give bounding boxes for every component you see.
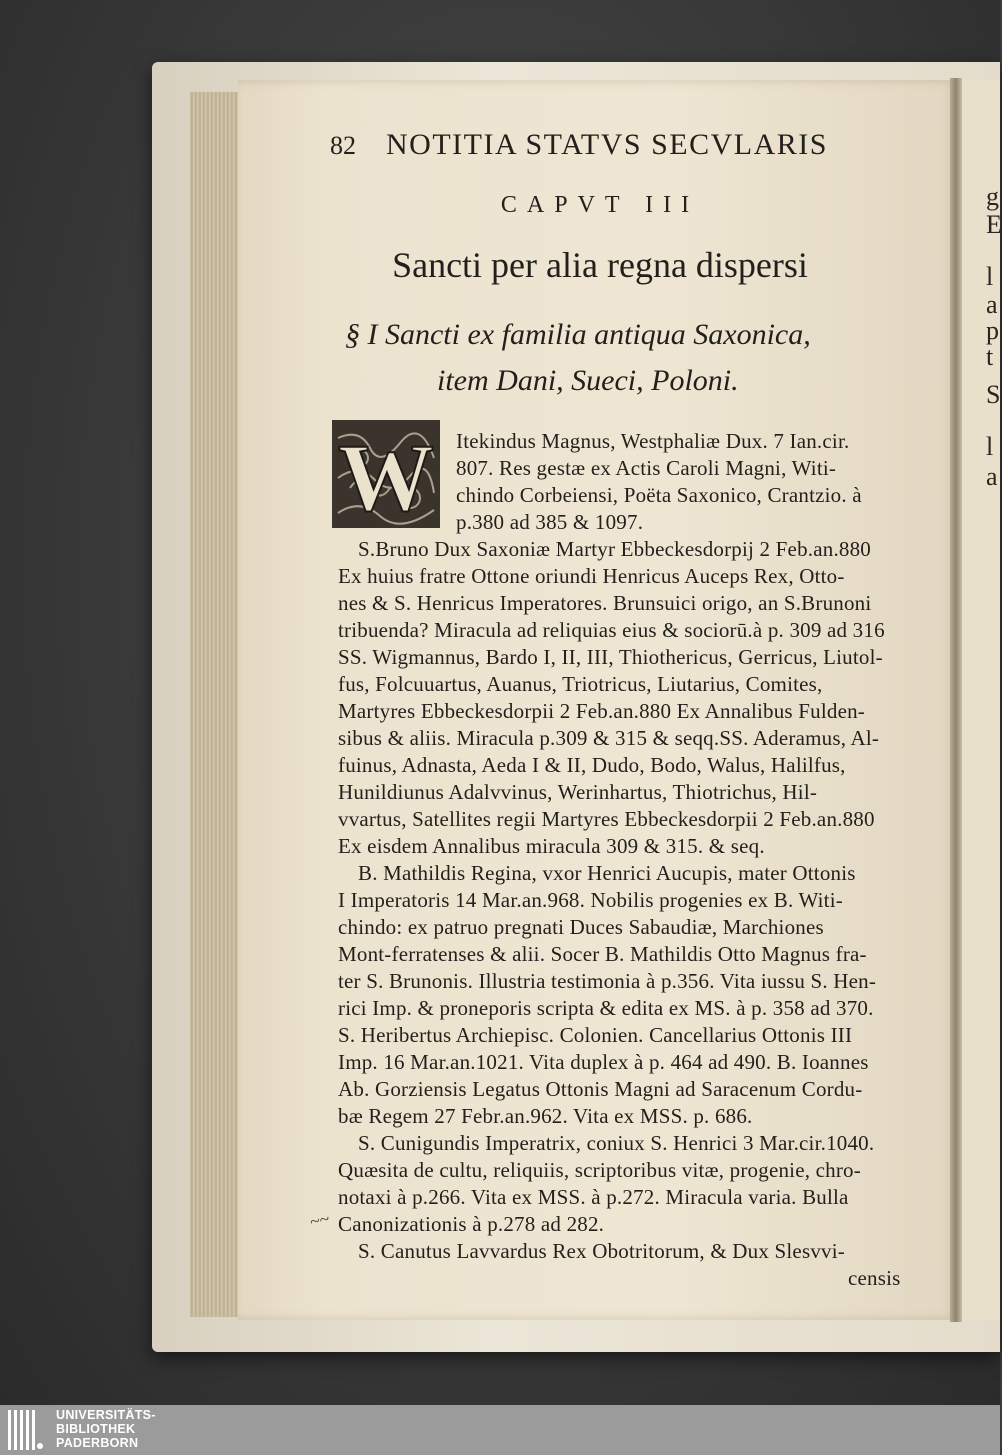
facing-page-letter: a [986,290,998,319]
text-line: S.Bruno Dux Saxoniæ Martyr Ebbeckesdorpij 2 Feb.an.880 [358,537,871,561]
text-line: bæ Regem 27 Febr.an.962. Vita ex MSS. p. 686. [338,1104,753,1128]
text-line: Martyres Ebbeckesdorpii 2 Feb.an.880 Ex Annalibus Fulden- [338,699,865,723]
facing-page-letter: a [986,462,998,491]
text-line: Ex eisdem Annalibus miracula 309 & 315. & seq. [338,834,765,858]
text-line: Hunildiunus Adalvvinus, Werinhartus, Thiotrichus, Hil- [338,780,818,804]
facing-page-letter: E [986,210,1002,239]
text-line: Ex huius fratre Ottone oriundi Henricus Auceps Rex, Otto- [338,564,845,588]
text-line: Imp. 16 Mar.an.1021. Vita duplex à p. 464 ad 490. B. Ioannes [338,1050,869,1074]
running-title: NOTITIA STATVS SECVLARIS [386,128,828,161]
facing-page-letter: g [986,182,999,211]
section-title-line2: item Dani, Sueci, Poloni. [437,364,739,397]
text-line: Itekindus Magnus, Westphaliæ Dux. 7 Ian.cir. [456,429,850,453]
margin-note: ~~ [308,1208,332,1232]
text-line: chindo Corbeiensi, Poëta Saxonico, Crantzio. à [456,483,862,507]
library-name-line1: UNIVERSITÄTS- [56,1408,156,1422]
text-line: S. Heribertus Archiepisc. Colonien. Cancellarius Ottonis III [338,1023,853,1047]
text-line: 807. Res gestæ ex Actis Caroli Magni, Witi- [456,456,837,480]
svg-text:W: W [338,424,434,531]
library-logo-icon [6,1406,46,1454]
facing-page-letter: l [986,262,994,291]
page-number: 82 [330,131,356,160]
text-line: fuinus, Adnasta, Aeda I & II, Dudo, Bodo, Walus, Halilfus, [338,753,846,777]
facing-page-letter: t [986,342,994,371]
page-header [330,128,870,162]
text-line: I Imperatoris 14 Mar.an.968. Nobilis progenies ex B. Witi- [338,888,843,912]
text-line: tribuenda? Miracula ad reliquias eius & sociorū.à p. 309 ad 316 [338,618,885,642]
text-line: fus, Folcuuartus, Auanus, Triotricus, Liutarius, Comites, [338,672,823,696]
text-line: vvartus, Satellites regii Martyres Ebbeckesdorpii 2 Feb.an.880 [338,807,875,831]
text-line: p.380 ad 385 & 1097. [456,510,644,534]
chapter-heading: CAPVT III [500,192,700,218]
decorated-initial [330,418,442,530]
text-line: B. Mathildis Regina, vxor Henrici Aucupis, mater Ottonis [358,861,856,885]
text-line: S. Canutus Lavvardus Rex Obotritorum, & Dux Slesvvi- [358,1239,845,1263]
ornamental-initial-icon [330,418,442,530]
text-line: nes & S. Henricus Imperatores. Brunsuici origo, an S.Brunoni [338,591,872,615]
text-line: ter S. Brunonis. Illustria testimonia à p.356. Vita iussu S. Hen- [338,969,877,993]
text-line: SS. Wigmannus, Bardo I, II, III, Thiothericus, Gerricus, Liutol- [338,645,883,669]
facing-page-letter: p [986,316,999,345]
facing-page-letter: S [986,380,1001,409]
text-line: Quæsita de cultu, reliquiis, scriptoribus vitæ, progenie, chro- [338,1158,861,1182]
library-name-line2: BIBLIOTHEK [56,1422,136,1436]
text-line: sibus & aliis. Miracula p.309 & 315 & seqq.SS. Aderamus, Al- [338,726,880,750]
chapter-title: Sancti per alia regna dispersi [392,245,808,285]
facing-page-letter: l [986,432,994,461]
text-line: S. Cunigundis Imperatrix, coniux S. Henrici 3 Mar.cir.1040. [358,1131,875,1155]
text-line: notaxi à p.266. Vita ex MSS. à p.272. Miracula varia. Bulla [338,1185,849,1209]
text-line: chindo: ex patruo pregnati Duces Sabaudiæ, Marchiones [338,915,824,939]
text-line: Canonizationis à p.278 ad 282. [338,1212,605,1236]
section-title-line1: § I Sancti ex familia antiqua Saxonica, [345,318,811,351]
text-line: censis [848,1266,901,1290]
section-title [345,312,905,404]
text-line: Mont-ferratenses & alii. Socer B. Mathildis Otto Magnus fra- [338,942,867,966]
library-name-line3: PADERBORN [56,1436,139,1450]
text-line: rici Imp. & proneporis scripta & edita ex MS. à p. 358 ad 370. [338,996,874,1020]
text-line: Ab. Gorziensis Legatus Ottonis Magni ad Saracenum Cordu- [338,1077,863,1101]
library-name [56,1408,156,1450]
